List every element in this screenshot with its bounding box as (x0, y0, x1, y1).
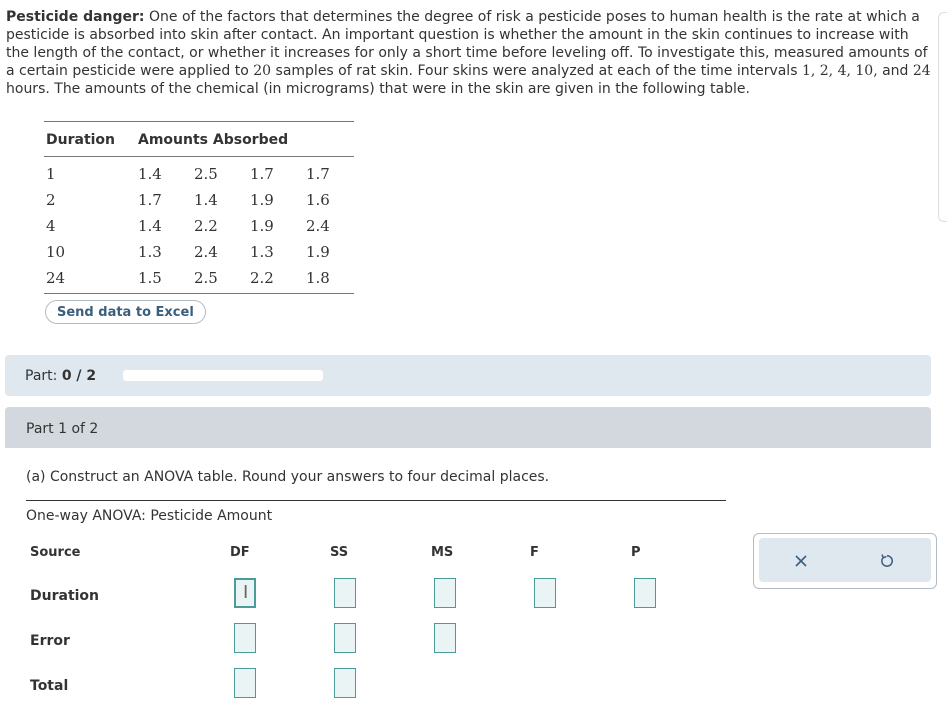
text-cursor-icon: I (243, 582, 249, 603)
header-f: F (530, 545, 539, 560)
data-table (44, 121, 354, 294)
row-label-total: Total (30, 678, 69, 694)
table-row: 10 1.3 2.4 1.3 1.9 (46, 243, 330, 261)
time-intervals: 1, 2, 4, 10, (801, 63, 878, 79)
error-ss-input[interactable] (334, 623, 356, 653)
problem-title: Pesticide danger: (6, 9, 145, 25)
duration-ms-input[interactable] (434, 578, 456, 608)
answer-tools (753, 533, 937, 589)
header-ss: SS (330, 545, 349, 560)
send-to-excel-button[interactable]: Send data to Excel (45, 300, 206, 324)
total-df-input[interactable] (234, 668, 256, 698)
part-header (5, 407, 931, 448)
side-panel-edge (938, 12, 947, 222)
duration-p-input[interactable] (634, 578, 656, 608)
sample-count: 20 (253, 63, 272, 79)
progress-track (123, 370, 323, 381)
table-row: 24 1.5 2.5 2.2 1.8 (44, 265, 354, 294)
part-progress-bar: Part: 0 / 2 (5, 355, 931, 396)
duration-f-input[interactable] (534, 578, 556, 608)
total-ss-input[interactable] (334, 668, 356, 698)
row-label-duration: Duration (30, 588, 100, 604)
problem-statement: Pesticide danger: One of the factors that determines the degree of risk a pesticide poses to human health is the rate at which a pesticide is absorbed into skin after contact. An important question is whether the amount in the skin continues to increase with the length of the contact, or whether it increases for only a short time before leveling off. To investigate this, measured amounts of a certain pesticide were applied to 20 samples of rat skin. Four skins were analyzed at each of the time intervals 1, 2, 4, 10, and 24 hours. The amounts of the chemical (in micrograms) that were in the skin are given in the following table. (6, 9, 931, 97)
clear-button[interactable] (790, 550, 812, 572)
undo-button[interactable] (876, 550, 898, 572)
col-amounts-header: Amounts Absorbed (136, 122, 354, 157)
anova-title: One-way ANOVA: Pesticide Amount (26, 508, 273, 524)
close-icon (794, 554, 808, 568)
table-row: 4 1.4 2.2 1.9 2.4 (46, 217, 330, 235)
undo-icon (879, 553, 895, 569)
error-ms-input[interactable] (434, 623, 456, 653)
table-row: 1 1.4 2.5 1.7 1.7 (46, 165, 330, 183)
duration-ss-input[interactable] (334, 578, 356, 608)
header-ms: MS (431, 545, 454, 560)
divider (26, 500, 726, 501)
question-text: (a) Construct an ANOVA table. Round your answers to four decimal places. (26, 469, 550, 485)
row-label-error: Error (30, 633, 70, 649)
table-row: 2 1.7 1.4 1.9 1.6 (46, 191, 330, 209)
error-df-input[interactable] (234, 623, 256, 653)
header-p: P (631, 545, 641, 560)
part-progress-value: 0 / 2 (61, 368, 97, 384)
part-header-label: Part 1 of 2 (26, 421, 99, 437)
duration-df-input[interactable] (234, 578, 256, 608)
header-source: Source (30, 545, 81, 560)
col-duration-header: Duration (44, 122, 136, 157)
header-df: DF (230, 545, 250, 560)
